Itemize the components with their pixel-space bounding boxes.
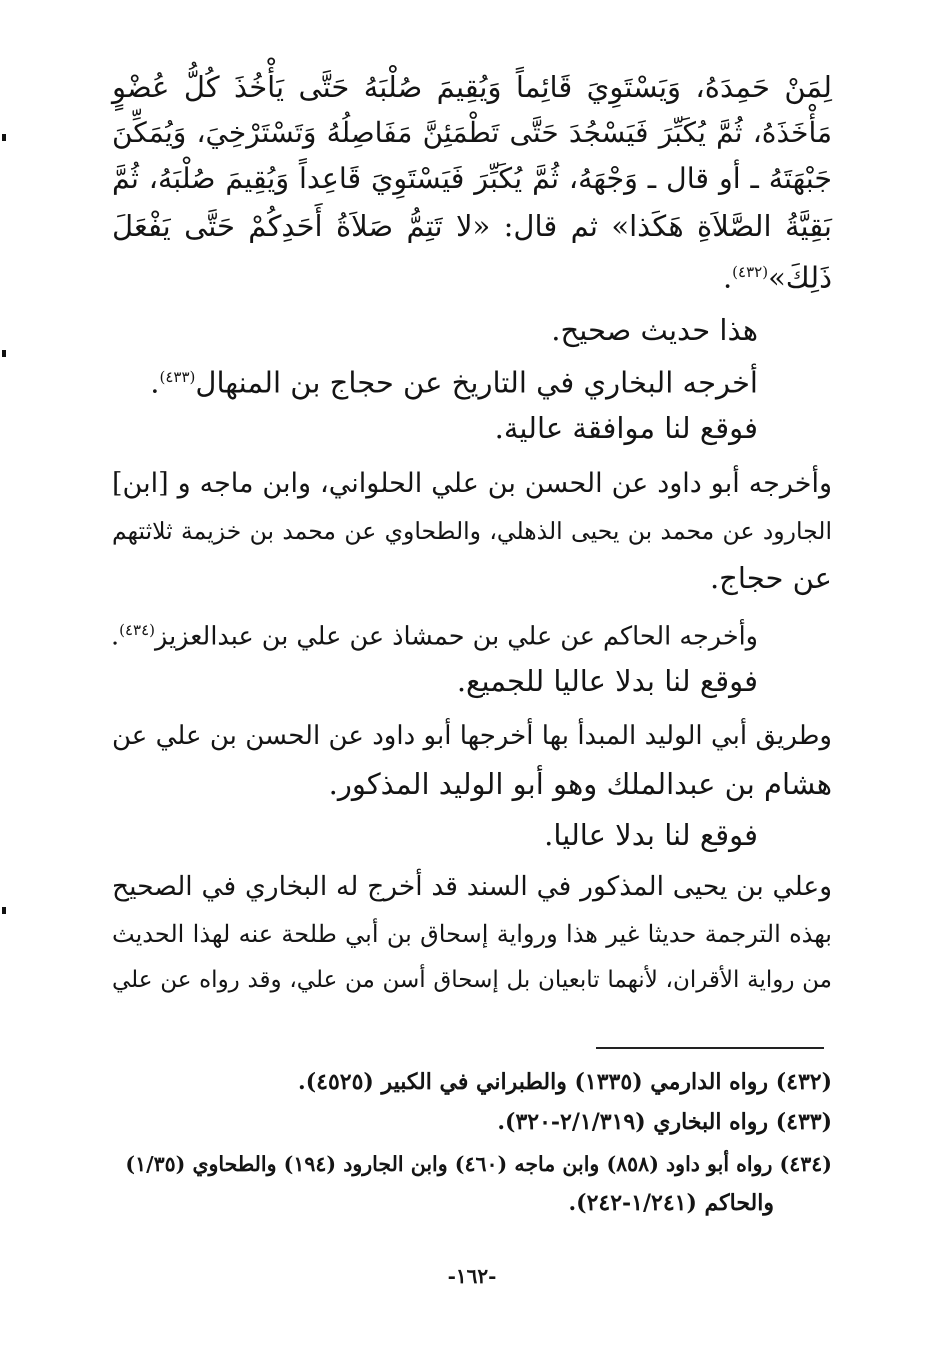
footnote-434-continuation: والحاكم (١/٢٤١-٢٤٢).	[568, 1190, 774, 1216]
bukhari-tarikh-end: .	[150, 365, 160, 400]
hadith-line-5-end: .	[722, 260, 733, 295]
footnote-434	[120, 1149, 832, 1179]
ali-yahya-line-2: بهذه الترجمة حديثا غير هذا ورواية إسحاق بن أبي طلحة عنه لهذا الحديث	[112, 920, 832, 948]
footnote-ref-433: (٤٣٣)	[159, 368, 196, 386]
scan-edge-mark	[2, 350, 6, 357]
footnote-432-text: رواه الدارمي (١٣٣٥) والطبراني في الكبير (٤٥٢٥).	[298, 1069, 769, 1095]
footnote-ref-434: (٤٣٤)	[119, 621, 156, 639]
hadith-line-5	[112, 252, 832, 298]
abu-dawud-line-3: عن حجاج.	[709, 561, 832, 595]
hadith-line-1: لِمَنْ حَمِدَهُ، وَيَسْتَوِيَ قَائِماً وَيُقِيمَ صُلْبَهُ حَتَّى يَأْخُذَ كُلُّ عُضْوٍ	[112, 70, 832, 104]
abu-walid-line-1: وطريق أبي الوليد المبدأ بها أخرجها أبو داود عن الحسن بن علي عن	[112, 721, 832, 751]
footnote-432-number: (٤٣٢)	[775, 1069, 832, 1095]
footnote-433-text: رواه البخاري (٢/١/٣١٩-٣٢٠).	[497, 1109, 769, 1135]
abu-walid-line-2: هشام بن عبدالملك وهو أبو الوليد المذكور.	[328, 767, 832, 801]
page-number: -١٦٢-	[447, 1264, 497, 1288]
abu-dawud-line-2: الجارود عن محمد بن يحيى الذهلي، والطحاوي عن محمد بن خزيمة ثلاثتهم	[112, 517, 832, 545]
muwafaqa-line: فوقع لنا موافقة عالية.	[494, 411, 758, 445]
scan-edge-mark	[2, 134, 6, 141]
hadith-line-2: مَأْخَذَهُ، ثُمَّ يُكَبِّرَ فَيَسْجُدَ حَتَّى تَطْمَئِنَّ مَفَاصِلُهُ وَتَسْتَرْخِيَ، وَيُمَكِّنَ	[112, 116, 832, 149]
badal-all-line: فوقع لنا بدلا عاليا للجميع.	[456, 664, 758, 698]
ali-yahya-line-1: وعلي بن يحيى المذكور في السند قد أخرج له البخاري في الصحيح	[112, 871, 832, 902]
ali-yahya-line-3: من رواية الأقران، لأنهما تابعيان بل إسحاق أسن من علي، وقد رواه عن علي	[112, 967, 832, 993]
footnote-434-text-1: رواه أبو داود (٨٥٨) وابن ماجه (٤٦٠) وابن الجارود (١٩٤) والطحاوي (١/٣٥)	[125, 1152, 773, 1176]
footnote-434-number: (٤٣٤)	[779, 1152, 832, 1176]
scan-edge-mark	[2, 907, 6, 914]
footnote-432	[120, 1067, 832, 1097]
abu-dawud-line-1: وأخرجه أبو داود عن الحسن بن علي الحلواني، وابن ماجه و [ابن]	[112, 468, 832, 499]
hadith-line-4: بَقِيَّةُ الصَّلاَةِ هَكَذا» ثم قال: «لا تَتِمُّ صَلاَةُ أَحَدِكُمْ حَتَّى يَفْعَلَ	[112, 209, 832, 243]
hadith-line-5-text: ذَلِكَ»	[768, 260, 832, 295]
footnote-ref-432: (٤٣٢)	[732, 263, 769, 281]
bukhari-tarikh-line	[112, 357, 758, 403]
hakim-end: .	[111, 621, 120, 652]
hakim-text: وأخرجه الحاكم عن علي بن حمشاذ عن علي بن عبدالعزيز	[155, 621, 758, 652]
bukhari-tarikh-text: أخرجه البخاري في التاريخ عن حجاج بن المنهال	[195, 365, 758, 400]
hadith-line-3: جَبْهَتَهُ ـ أو قال ـ وَجْهَهُ، ثُمَّ يُكَبِّرَ فَيَسْتَوِيَ قَاعِداً وَيُقِيمَ صُلْبَهُ، ثُمَّ	[112, 162, 832, 195]
footnote-433	[120, 1107, 832, 1137]
footnote-433-number: (٤٣٣)	[775, 1109, 832, 1135]
grading-line: هذا حديث صحيح.	[551, 313, 758, 347]
footnote-separator	[596, 1047, 824, 1049]
badal-line: فوقع لنا بدلا عاليا.	[544, 818, 758, 852]
hakim-line	[112, 610, 758, 657]
